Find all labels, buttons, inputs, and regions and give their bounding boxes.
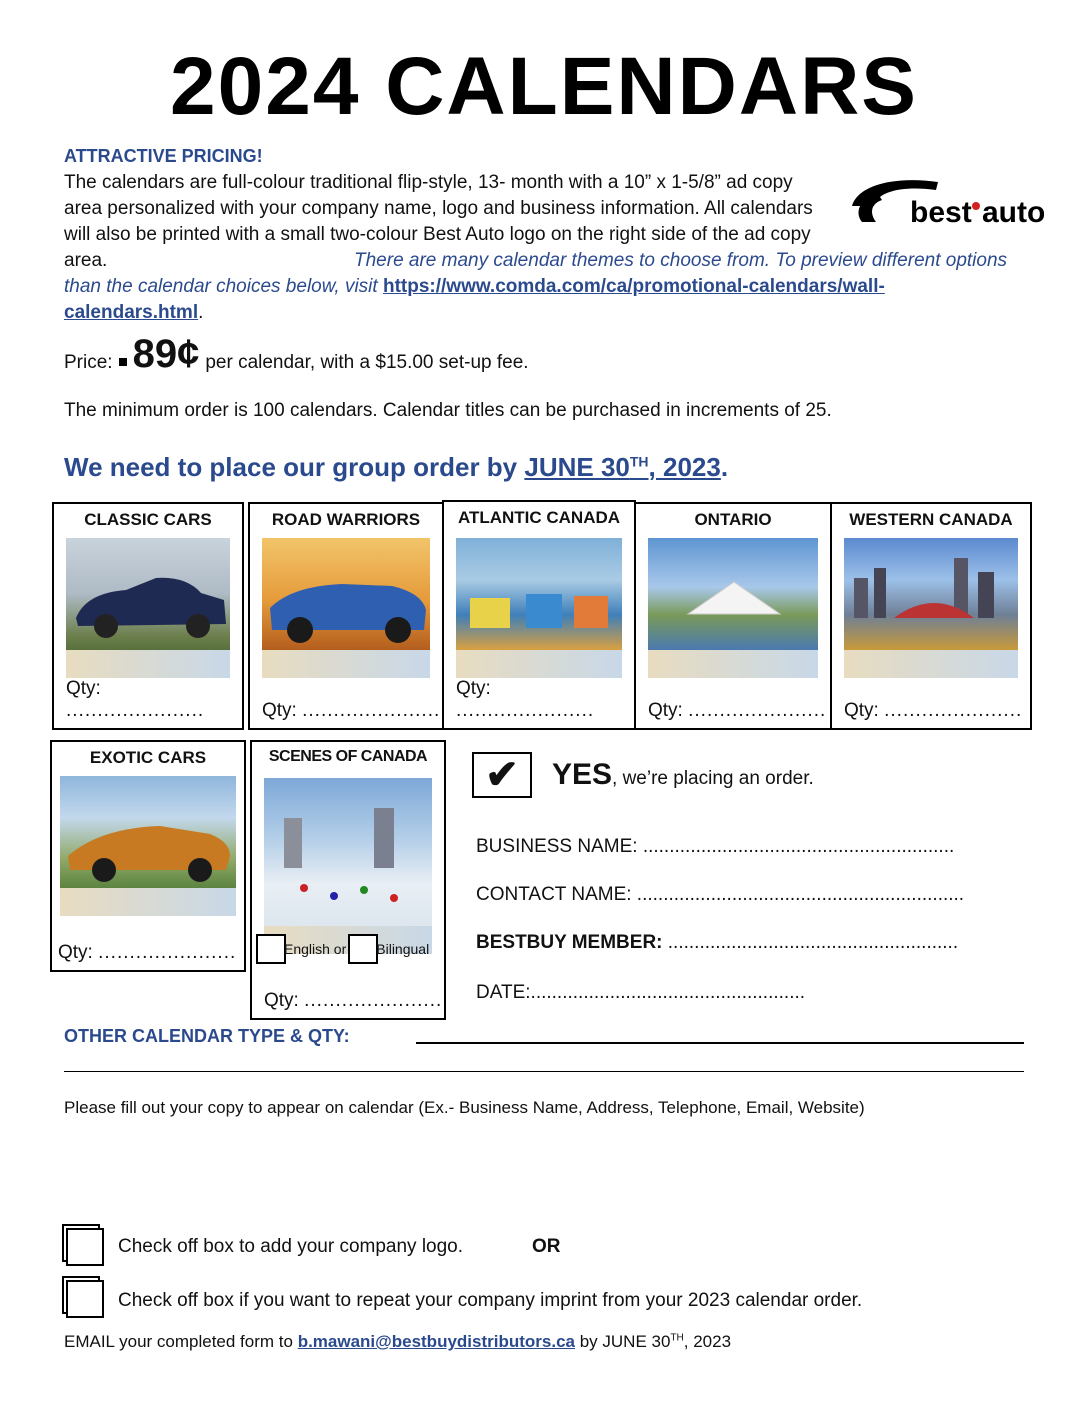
qty-field[interactable]: Qty: ...................... <box>66 678 205 721</box>
calendar-card-scenes-of-canada <box>250 740 446 1020</box>
logo-best-text: best <box>910 196 972 228</box>
repeat-checkbox-label: Check off box if you want to repeat your company imprint from your 2023 calendar order. <box>118 1290 863 1311</box>
deadline: We need to place our group order by JUNE 30TH, 2023. <box>64 452 729 482</box>
calendar-name: EXOTIC CARS <box>89 748 207 767</box>
price-line: Price: 89¢ per calendar, with a $15.00 set-up fee. <box>64 332 529 376</box>
bilingual-checkbox[interactable] <box>348 934 378 964</box>
order-checkbox[interactable]: ✔ <box>472 752 532 798</box>
qty-field[interactable]: Qty: ...................... <box>456 678 595 721</box>
language-options: English or Bilingual <box>256 934 429 964</box>
calendar-image <box>262 538 430 678</box>
minimum-order: The minimum order is 100 calendars. Calendar titles can be purchased in increments of 25. <box>64 400 832 421</box>
logo-auto-text: auto <box>982 196 1044 228</box>
intro-paragraph: The calendars are full-colour traditional flip-style, 13- month with a 10” x 1-5/8” ad copy area personalized with your company name, logo and business information. All calendars will also be printed with a small two-colour Best Auto logo on the right side of the ad copy area. There are many calendar themes to choose from. To preview different options than the calendar choices below, visit https://www.comda.com/ca/promotional-calendars/wall-calendars.html. <box>64 172 1008 323</box>
english-checkbox[interactable] <box>256 934 286 964</box>
or-label: OR <box>532 1236 561 1257</box>
calendar-name: ROAD WARRIORS <box>271 510 421 529</box>
date-field[interactable]: DATE:.................................................... <box>476 982 806 1003</box>
calendar-image <box>648 538 818 678</box>
calendar-card-classic-cars <box>52 502 244 730</box>
repeat-checkbox[interactable] <box>66 1280 104 1318</box>
other-calendar-label: OTHER CALENDAR TYPE & QTY: <box>64 1026 350 1046</box>
calendar-card-road-warriors <box>248 502 444 730</box>
intro-text: The calendars are full-colour traditional flip-style, 13- month with a 10” x 1-5/8” ad copy area personalized with your company name, logo and business information. All calendars will also be printed with a small two-colour Best Auto logo on the right side of the ad copy area. <box>64 172 813 271</box>
bestbuy-member-field[interactable]: BESTBUY MEMBER: ....................................................... <box>476 932 959 953</box>
page-title: 2024 CALENDARS <box>170 41 918 132</box>
pricing-heading: ATTRACTIVE PRICING! <box>64 146 263 166</box>
contact-name-field[interactable]: CONTACT NAME: .............................................................. <box>476 884 965 905</box>
calendar-name: SCENES OF CANADA <box>268 748 428 765</box>
preview-link[interactable]: https://www.comda.com/ca/promotional-calendars/wall-calendars.html <box>64 276 885 323</box>
calendar-name: ONTARIO <box>694 510 772 529</box>
other-calendar-line-2[interactable] <box>64 1071 1024 1072</box>
price-rest: per calendar, with a $15.00 set-up fee. <box>205 352 529 373</box>
price-amount: 89¢ <box>132 332 200 376</box>
calendar-card-exotic-cars <box>50 740 246 972</box>
qty-field[interactable]: Qty: ...................... <box>264 990 443 1011</box>
qty-field[interactable]: Qty: ...................... <box>262 700 441 721</box>
qty-field[interactable]: Qty: ...................... <box>648 700 827 721</box>
logo-checkbox-label: Check off box to add your company logo. <box>118 1236 464 1257</box>
calendar-image <box>60 776 236 916</box>
fill-instructions: Please fill out your copy to appear on calendar (Ex.- Business Name, Address, Telephone, Email, Website) <box>64 1098 865 1117</box>
logo-checkbox[interactable] <box>66 1228 104 1266</box>
yes-statement: YES, we’re placing an order. <box>552 758 814 791</box>
calendar-image <box>66 538 230 678</box>
calendar-name: WESTERN CANADA <box>849 510 1013 529</box>
best-auto-logo <box>848 176 1044 228</box>
other-calendar-line[interactable] <box>416 1042 1024 1044</box>
calendar-card-atlantic-canada <box>442 500 636 730</box>
email-instructions: EMAIL your completed form to b.mawani@bestbuydistributors.ca by JUNE 30TH, 2023 <box>64 1332 732 1351</box>
calendar-image <box>456 538 622 678</box>
business-name-field[interactable]: BUSINESS NAME: ........................................................... <box>476 836 955 857</box>
calendar-image <box>844 538 1018 678</box>
calendar-card-western-canada <box>830 502 1032 730</box>
email-link[interactable]: b.mawani@bestbuydistributors.ca <box>297 1332 575 1351</box>
calendar-name: ATLANTIC CANADA <box>457 508 621 527</box>
calendar-image <box>264 778 432 954</box>
qty-field[interactable]: Qty: ...................... <box>844 700 1023 721</box>
calendar-card-ontario <box>634 502 832 730</box>
qty-field[interactable]: Qty: ...................... <box>58 942 237 963</box>
calendar-name: CLASSIC CARS <box>84 510 212 529</box>
bullet <box>119 358 127 366</box>
intro-italic: There are many calendar themes to choose from. To preview different options than the calendar choices below, visit <box>64 250 1008 297</box>
